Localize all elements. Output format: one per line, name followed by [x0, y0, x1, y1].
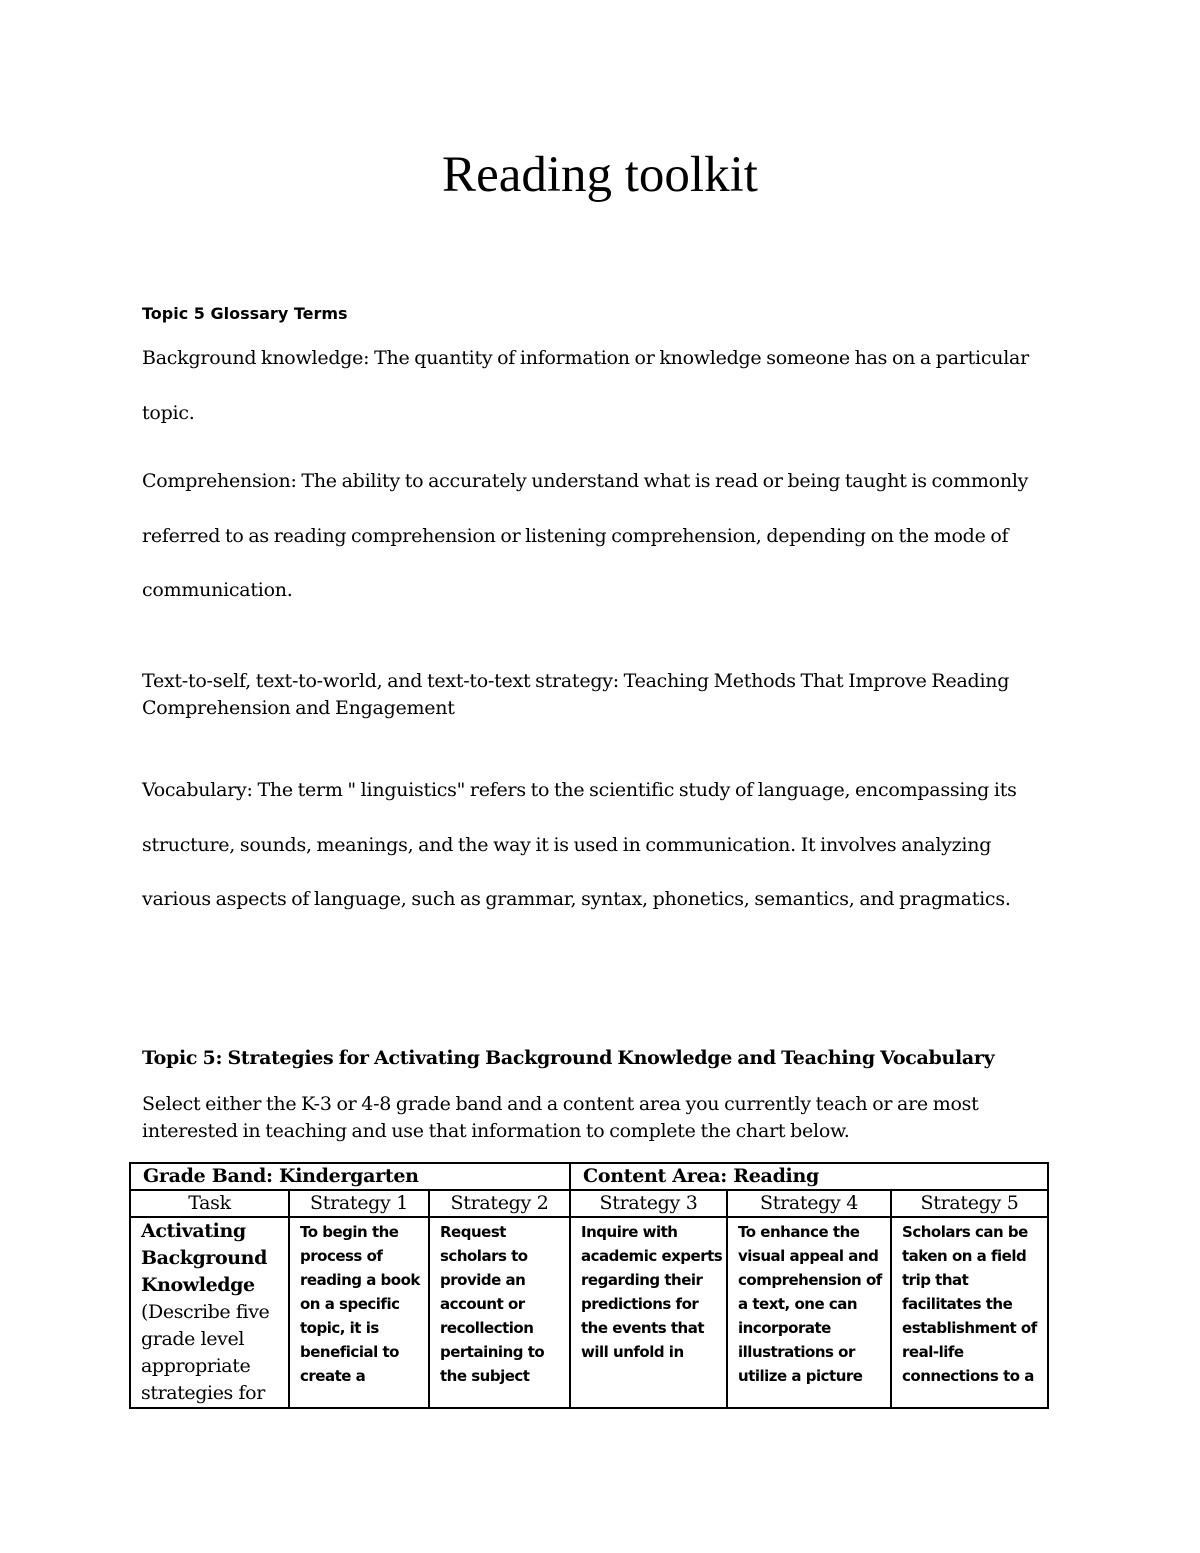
- column-header-strategy-2: Strategy 2: [429, 1190, 570, 1217]
- chart-header-row: [130, 1163, 1048, 1190]
- column-header-task: Task: [130, 1190, 289, 1217]
- document-title: Reading toolkit: [442, 147, 758, 203]
- chart-instructions: Select either the K-3 or 4-8 grade band and a content area you currently teach or are most interested in teaching and use that information to complete the chart below.: [142, 1093, 979, 1142]
- strategy-3-text: Inquire with academic experts regarding their predictions for the events that will unfold in: [581, 1223, 723, 1361]
- task-cell: [130, 1217, 289, 1408]
- strategy-4-cell: [727, 1217, 891, 1408]
- content-area-cell: Content Area: Reading: [570, 1163, 1048, 1190]
- strategy-1-cell: [289, 1217, 429, 1408]
- strategy-2-cell: [429, 1217, 570, 1408]
- column-header-strategy-4: Strategy 4: [727, 1190, 891, 1217]
- strategy-3-cell: [570, 1217, 727, 1408]
- strategy-chart: [129, 1162, 1049, 1409]
- strategy-4-text: To enhance the visual appeal and comprehension of a text, one can incorporate illustrations or utilize a picture: [738, 1223, 882, 1385]
- glossary-heading: Topic 5 Glossary Terms: [142, 304, 348, 323]
- grade-band-cell: Grade Band: Kindergarten: [130, 1163, 570, 1190]
- column-header-strategy-3: Strategy 3: [570, 1190, 727, 1217]
- table-row: [130, 1217, 1048, 1408]
- glossary-term-comprehension: Comprehension: The ability to accurately understand what is read or being taught is commonly referred to as reading comprehension or listening comprehension, depending on the mode of communication.: [142, 470, 1029, 601]
- column-header-strategy-1: Strategy 1: [289, 1190, 429, 1217]
- strategy-1-text: To begin the process of reading a book on a specific topic, it is beneficial to create a: [300, 1223, 420, 1385]
- strategy-2-text: Request scholars to provide an account or recollection pertaining to the subject: [440, 1223, 545, 1385]
- glossary-term-text-connections: Text-to-self, text-to-world, and text-to-text strategy: Teaching Methods That Improve Reading Comprehension and Engagement: [142, 670, 1010, 719]
- glossary-term-background-knowledge: Background knowledge: The quantity of information or knowledge someone has on a particular topic.: [142, 347, 1029, 424]
- chart-column-headers: [130, 1190, 1048, 1217]
- task-description: (Describe five grade level appropriate strategies for: [141, 1301, 270, 1404]
- strategy-5-text: Scholars can be taken on a field trip that facilitates the establishment of real-life connections to a: [902, 1223, 1037, 1385]
- strategy-5-cell: [891, 1217, 1048, 1408]
- column-header-strategy-5: Strategy 5: [891, 1190, 1048, 1217]
- topic5-heading: Topic 5: Strategies for Activating Background Knowledge and Teaching Vocabulary: [142, 1047, 995, 1069]
- glossary-term-vocabulary: Vocabulary: The term " linguistics" refers to the scientific study of language, encompassing its structure, sounds, meanings, and the way it is used in communication. It involves analyzing various aspects of language, such as grammar, syntax, phonetics, semantics, and pragmatics.: [142, 779, 1017, 910]
- task-title: Activating Background Knowledge: [141, 1220, 267, 1296]
